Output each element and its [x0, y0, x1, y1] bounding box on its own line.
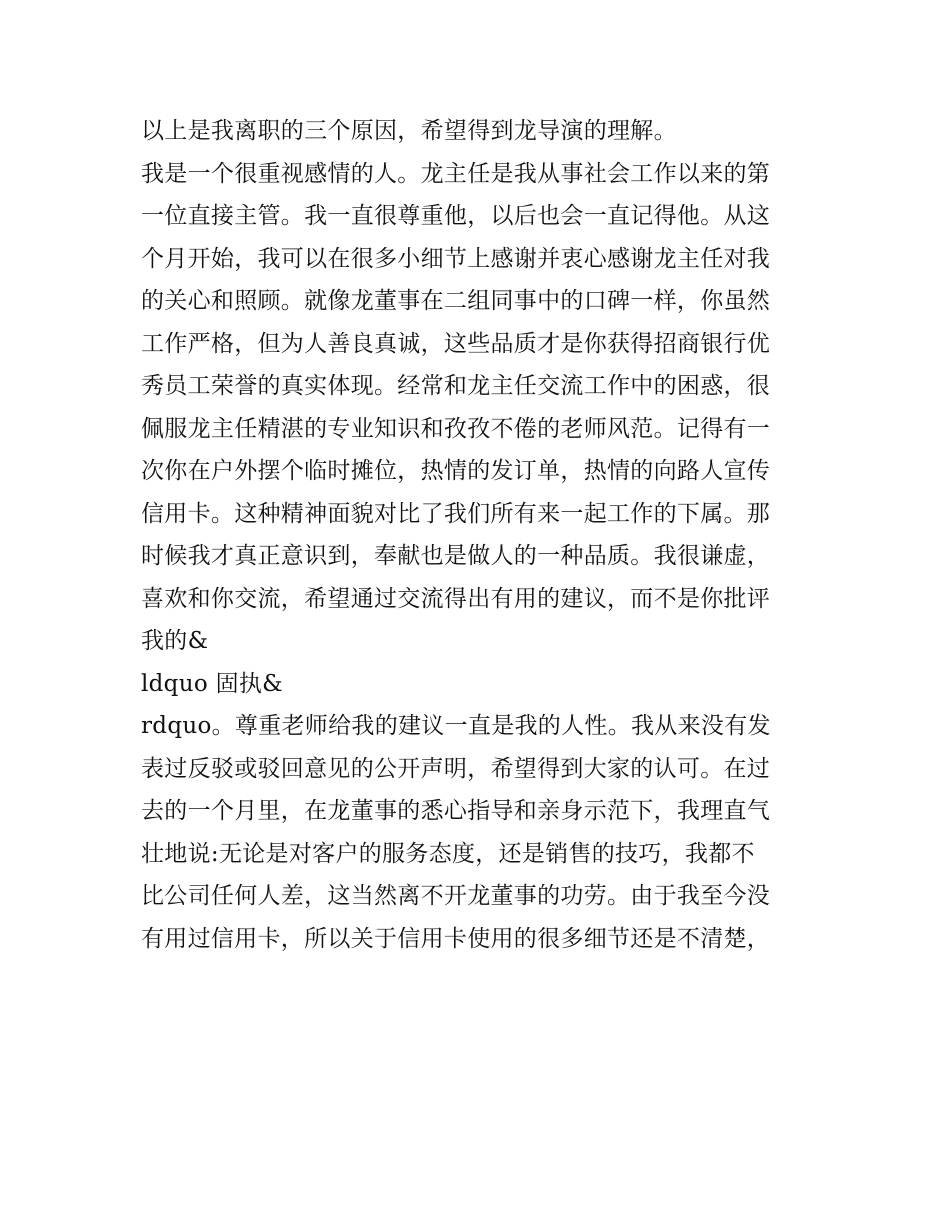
text-line: 我是一个很重视感情的人。龙主任是我从事社会工作以来的第 [141, 160, 771, 187]
text-line: rdquo。尊重老师给我的建议一直是我的人性。我从来没有发 [141, 713, 771, 739]
text-line: 佩服龙主任精湛的专业知识和孜孜不倦的老师风范。记得有一 [141, 415, 771, 442]
text-line: 去的一个月里，在龙董事的悉心指导和亲身示范下，我理直气 [141, 798, 771, 824]
text-line: 工作严格，但为人善良真诚，这些品质才是你获得招商银行优 [141, 330, 771, 357]
text-line: 的关心和照顾。就像龙董事在二组同事中的口碑一样，你虽然 [141, 288, 771, 314]
text-line: 个月开始，我可以在很多小细节上感谢并衷心感谢龙主任对我 [141, 245, 771, 272]
text-line: 以上是我离职的三个原因，希望得到龙导演的理解。 [141, 118, 677, 144]
text-line: 表过反驳或驳回意见的公开声明，希望得到大家的认可。在过 [141, 755, 771, 782]
text-line: 壮地说:无论是对客户的服务态度，还是销售的技巧，我都不 [141, 840, 755, 867]
text-line: 次你在户外摆个临时摊位，热情的发订单，热情的向路人宣传 [141, 458, 771, 484]
text-line: 比公司任何人差，这当然离不开龙董事的功劳。由于我至今没 [141, 883, 771, 909]
text-line: 有用过信用卡，所以关于信用卡使用的很多细节还是不清楚， [141, 925, 771, 952]
text-line: 秀员工荣誉的真实体现。经常和龙主任交流工作中的困惑，很 [141, 373, 771, 399]
text-line: 时候我才真正意识到，奉献也是做人的一种品质。我很谦虚， [141, 543, 771, 569]
text-line: 一位直接主管。我一直很尊重他，以后也会一直记得他。从这 [141, 203, 771, 229]
body-text [141, 110, 813, 960]
text-line: 喜欢和你交流，希望通过交流得出有用的建议，而不是你批评 [141, 585, 771, 612]
text-line: ldquo 固执& [141, 670, 283, 697]
text-line: 信用卡。这种精神面貌对比了我们所有来一起工作的下属。那 [141, 500, 771, 527]
text-line: 我的& [141, 628, 209, 654]
